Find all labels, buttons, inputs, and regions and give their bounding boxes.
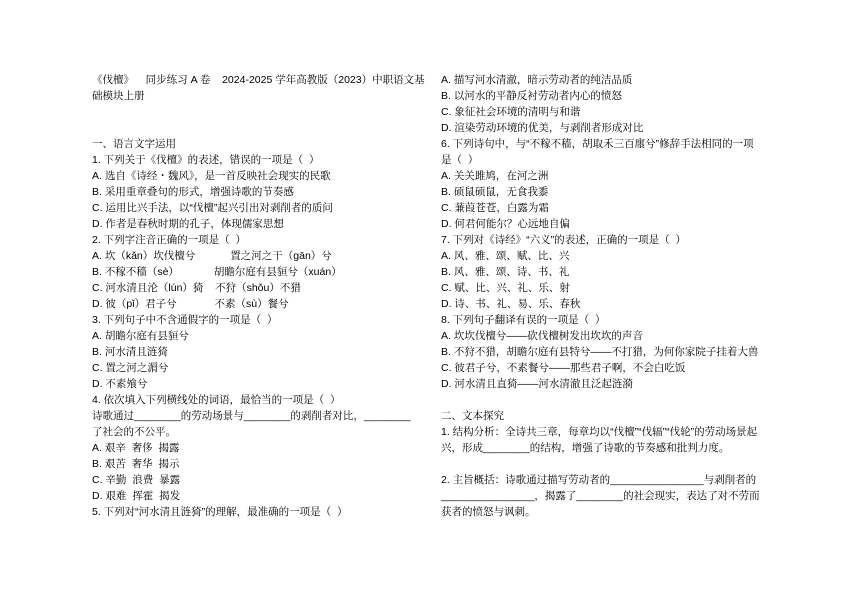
blank-line (441, 392, 763, 408)
question-1-option-b: B. 采用重章叠句的形式，增强诗歌的节奏感 (92, 186, 294, 198)
question-2-option-c: C. 河水清且沦（lún）猗 不狩（shǒu）不猎 (92, 282, 301, 294)
question-7-stem: 7. 下列对《诗经》“六义”的表述，正确的一项是（ ） (441, 234, 687, 246)
question-1-stem: 1. 下列关于《伐檀》的表述，错误的一项是（ ） (92, 154, 320, 166)
question-5-option-b: B. 以河水的平静反衬劳动者内心的愤怒 (441, 90, 622, 102)
question-3-option-c: C. 置之河之漘兮 (92, 362, 169, 374)
question-3-option-d: D. 不素飧兮 (92, 378, 148, 390)
question-3-option-a: A. 胡瞻尔庭有县貆兮 (92, 330, 189, 342)
question-5-option-d: D. 渲染劳动环境的优美，与剥削者形成对比 (441, 122, 644, 134)
question-5-option-c: C. 象征社会环境的清明与和谐 (441, 106, 581, 118)
question-6-option-c: C. 蒹葭苍苍，白露为霜 (441, 202, 549, 214)
question-7 (441, 232, 763, 312)
question-2-option-a: A. 坎（kǎn）坎伐檀兮 置之河之干（gān）兮 (92, 250, 332, 262)
question-2-option-d: D. 彼（pǐ）君子兮 不素（sù）餐兮 (92, 298, 289, 310)
question-4-option-d: D. 艰难 挥霍 揭发 (92, 490, 181, 502)
question-6-option-a: A. 关关雎鸠，在河之洲 (441, 170, 549, 182)
question-8 (441, 312, 763, 392)
question-2 (92, 232, 414, 312)
question-4-option-b: B. 艰苦 奢华 揭示 (92, 458, 180, 470)
question-8-stem: 8. 下列句子翻译有误的一项是（ ） (441, 314, 606, 326)
question-6-stem: 6. 下列诗句中，与“不稼不穑，胡取禾三百廛兮”修辞手法相同的一项是（ ） (441, 138, 754, 166)
question-4-option-c: C. 辛勤 浪费 暴露 (92, 474, 181, 486)
right-column (441, 72, 763, 520)
question-7-option-d: D. 诗、书、礼、易、乐、春秋 (441, 298, 581, 310)
left-column (92, 72, 425, 520)
question-2-stem: 2. 下列字注音正确的一项是（ ） (92, 234, 247, 246)
question-1-option-a: A. 选自《诗经・魏风》，是一首反映社会现实的民歌 (92, 170, 331, 182)
question-5-option-a: A. 描写河水清澈，暗示劳动者的纯洁品质 (441, 74, 633, 86)
question-5-options (441, 72, 763, 136)
exploration-item-2: 2. 主旨概括：诗歌通过描写劳动者的________________与剥削者的________________，揭露了________的社会现实，表达了对不劳而获者的愤怒与讽刺。 (441, 474, 760, 518)
question-3 (92, 312, 414, 392)
question-8-option-d: D. 河水清且直猗——河水清澈且泛起涟漪 (441, 378, 633, 390)
question-8-option-b: B. 不狩不猎，胡瞻尔庭有县特兮——不打猎，为何你家院子挂着大兽 (441, 346, 759, 358)
exploration-item-1: 1. 结构分析：全诗共三章，每章均以“伐檀”“伐辐”“伐轮”的劳动场景起兴，形成________的结构，增强了诗歌的节奏感和批判力度。 (441, 426, 758, 454)
blank-line (441, 456, 763, 472)
question-4 (92, 392, 414, 504)
question-3-option-b: B. 河水清且涟猗 (92, 346, 168, 358)
question-7-option-a: A. 风、雅、颂、赋、比、兴 (441, 250, 570, 262)
question-7-option-b: B. 风、雅、颂、诗、书、礼 (441, 266, 570, 278)
question-3-stem: 3. 下列句子中不含通假字的一项是（ ） (92, 314, 278, 326)
question-1-option-d: D. 作者是春秋时期的孔子，体现儒家思想 (92, 218, 284, 230)
question-6 (441, 136, 763, 232)
question-5-stem: 5. 下列对“河水清且涟猗”的理解，最准确的一项是（ ） (92, 506, 348, 518)
question-1-option-c: C. 运用比兴手法，以“伐檀”起兴引出对剥削者的质问 (92, 202, 333, 214)
question-6-option-d: D. 何君何能尔？心远地自偏 (441, 218, 570, 230)
question-5 (92, 504, 414, 520)
question-8-option-a: A. 坎坎伐檀兮——砍伐檀树发出坎坎的声音 (441, 330, 643, 342)
question-6-option-b: B. 硕鼠硕鼠，无食我黍 (441, 186, 549, 198)
question-7-option-c: C. 赋、比、兴、礼、乐、射 (441, 282, 570, 294)
question-2-option-b: B. 不稼不穑（sè） 胡瞻尔庭有县貆兮（xuán） (92, 266, 342, 278)
blank-line (92, 104, 414, 136)
question-4-option-a: A. 艰辛 奢侈 揭露 (92, 442, 180, 454)
question-4-passage: 诗歌通过________的劳动场景与________的剥削者对比，________了社会的不公平。 (92, 410, 411, 438)
question-1 (92, 152, 414, 232)
question-4-stem: 4. 依次填入下列横线处的词语，最恰当的一项是（ ） (92, 394, 341, 406)
question-8-option-c: C. 彼君子兮，不素餐兮——那些君子啊，不会白吃饭 (441, 362, 686, 374)
document-title: 《伐檀》 同步练习 A 卷 2024-2025 学年高教版（2023）中职语文基础模块上册 (92, 74, 425, 102)
section-2-heading: 二、文本探究 (441, 410, 504, 422)
section-1-heading: 一、语言文字运用 (92, 138, 176, 150)
